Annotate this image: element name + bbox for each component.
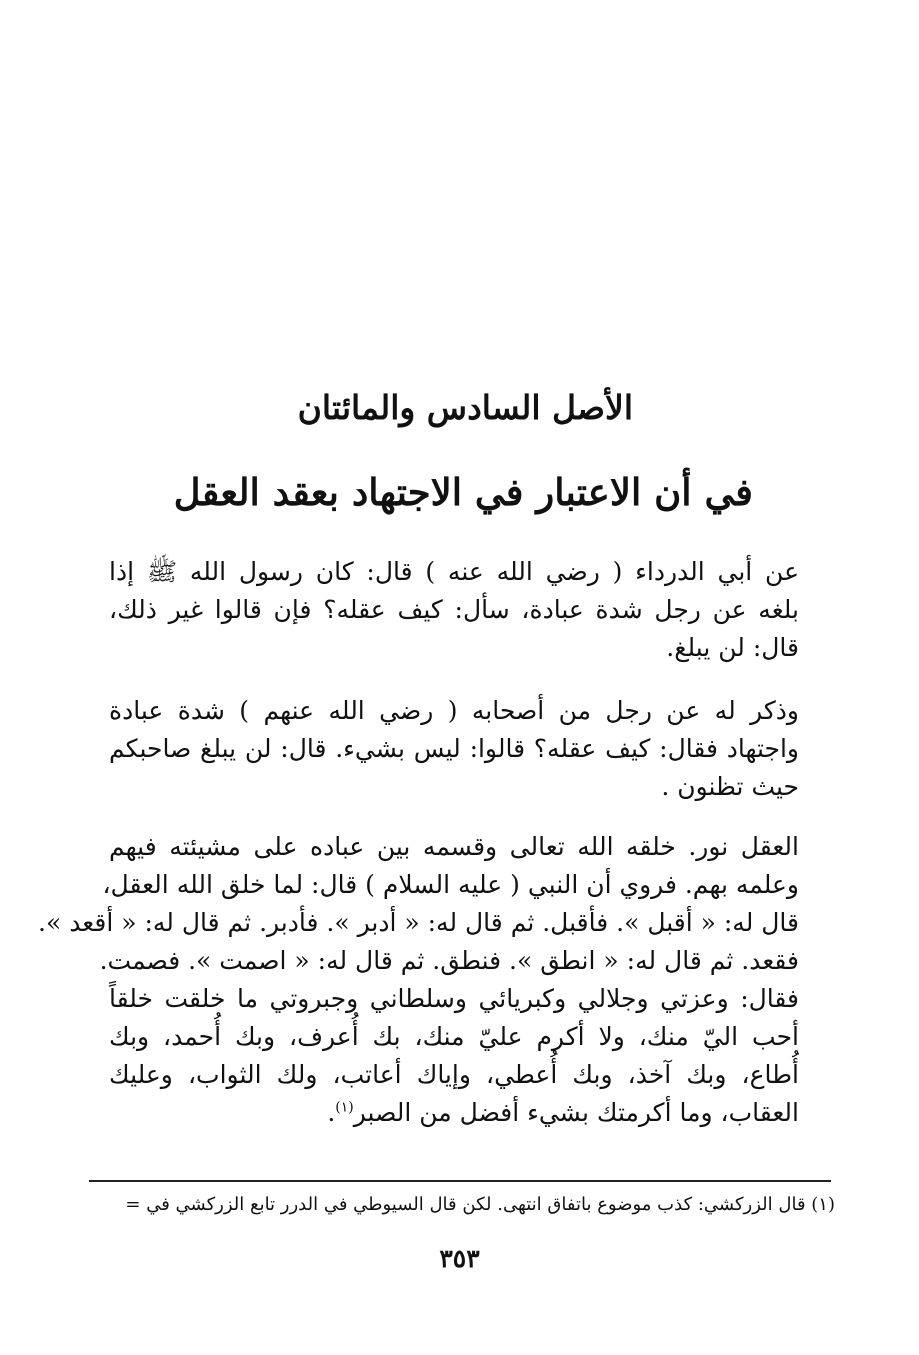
paragraph-line: بلغه عن رجل شدة عبادة، سأل: كيف عقله؟ فإن قالوا غير ذلك،: [109, 595, 799, 624]
paragraph-line: قال له: « أقبل ». فأقبل. ثم قال له: « أدبر ». فأدبر. ثم قال له: « أقعد ».: [38, 908, 799, 937]
page-number: ٣٥٣: [439, 1244, 480, 1273]
paragraph-3: [38, 828, 799, 1132]
sentence-end-mark: .: [327, 1098, 336, 1127]
paragraph-line: فقعد. ثم قال له: « انطق ». فنطق. ثم قال له: « اصمت ». فصمت.: [99, 946, 799, 975]
paragraph-line: فقال: وعزتي وجلالي وكبريائي وسلطاني وجبروتي ما خلقت خلقاً: [109, 984, 799, 1013]
footnote: (١) قال الزركشي: كذب موضوع باتفاق انتهى. لكن قال السيوطي في الدرر تابع الزركشي في =: [125, 1194, 835, 1215]
paragraph-line: أُطاع، وبك آخذ، وبك أُعطي، وإياك أعاتب، ولك الثواب، وعليك: [109, 1060, 799, 1089]
paragraph-2: [109, 692, 799, 806]
paragraph-line: واجتهاد فقال: كيف عقله؟ قالوا: ليس بشيء. قال: لن يبلغ صاحبكم: [109, 734, 799, 763]
paragraph-line: أحب اليّ منك، ولا أكرم عليّ منك، بك أُعرف، وبك أُحمد، وبك: [109, 1022, 799, 1051]
paragraph-line: العقل نور. خلقه الله تعالى وقسمه بين عباده على مشيئته فيهم: [109, 832, 799, 861]
footnote-divider: [89, 1180, 831, 1182]
paragraph-1: [109, 553, 799, 667]
paragraph-last-line: [109, 1094, 799, 1132]
footnote-marker[interactable]: (١): [335, 1099, 354, 1116]
chapter-heading: الأصل السادس والمائتان: [297, 388, 633, 427]
chapter-title: في أن الاعتبار في الاجتهاد بعقد العقل: [173, 470, 753, 514]
paragraph-line: قال: لن يبلغ.: [666, 633, 799, 662]
paragraph-line-text: العقاب، وما أكرمتك بشيء أفضل من الصبر: [353, 1098, 799, 1127]
paragraph-line: عن أبي الدرداء ( رضي الله عنه ) قال: كان رسول الله ﷺ إذا: [109, 557, 799, 586]
paragraph-line: حيث تظنون .: [661, 772, 799, 801]
paragraph-line: وذكر له عن رجل من أصحابه ( رضي الله عنهم ) شدة عبادة: [109, 696, 799, 725]
paragraph-line: وعلمه بهم. فروي أن النبي ( عليه السلام ) قال: لما خلق الله العقل،: [102, 870, 799, 899]
